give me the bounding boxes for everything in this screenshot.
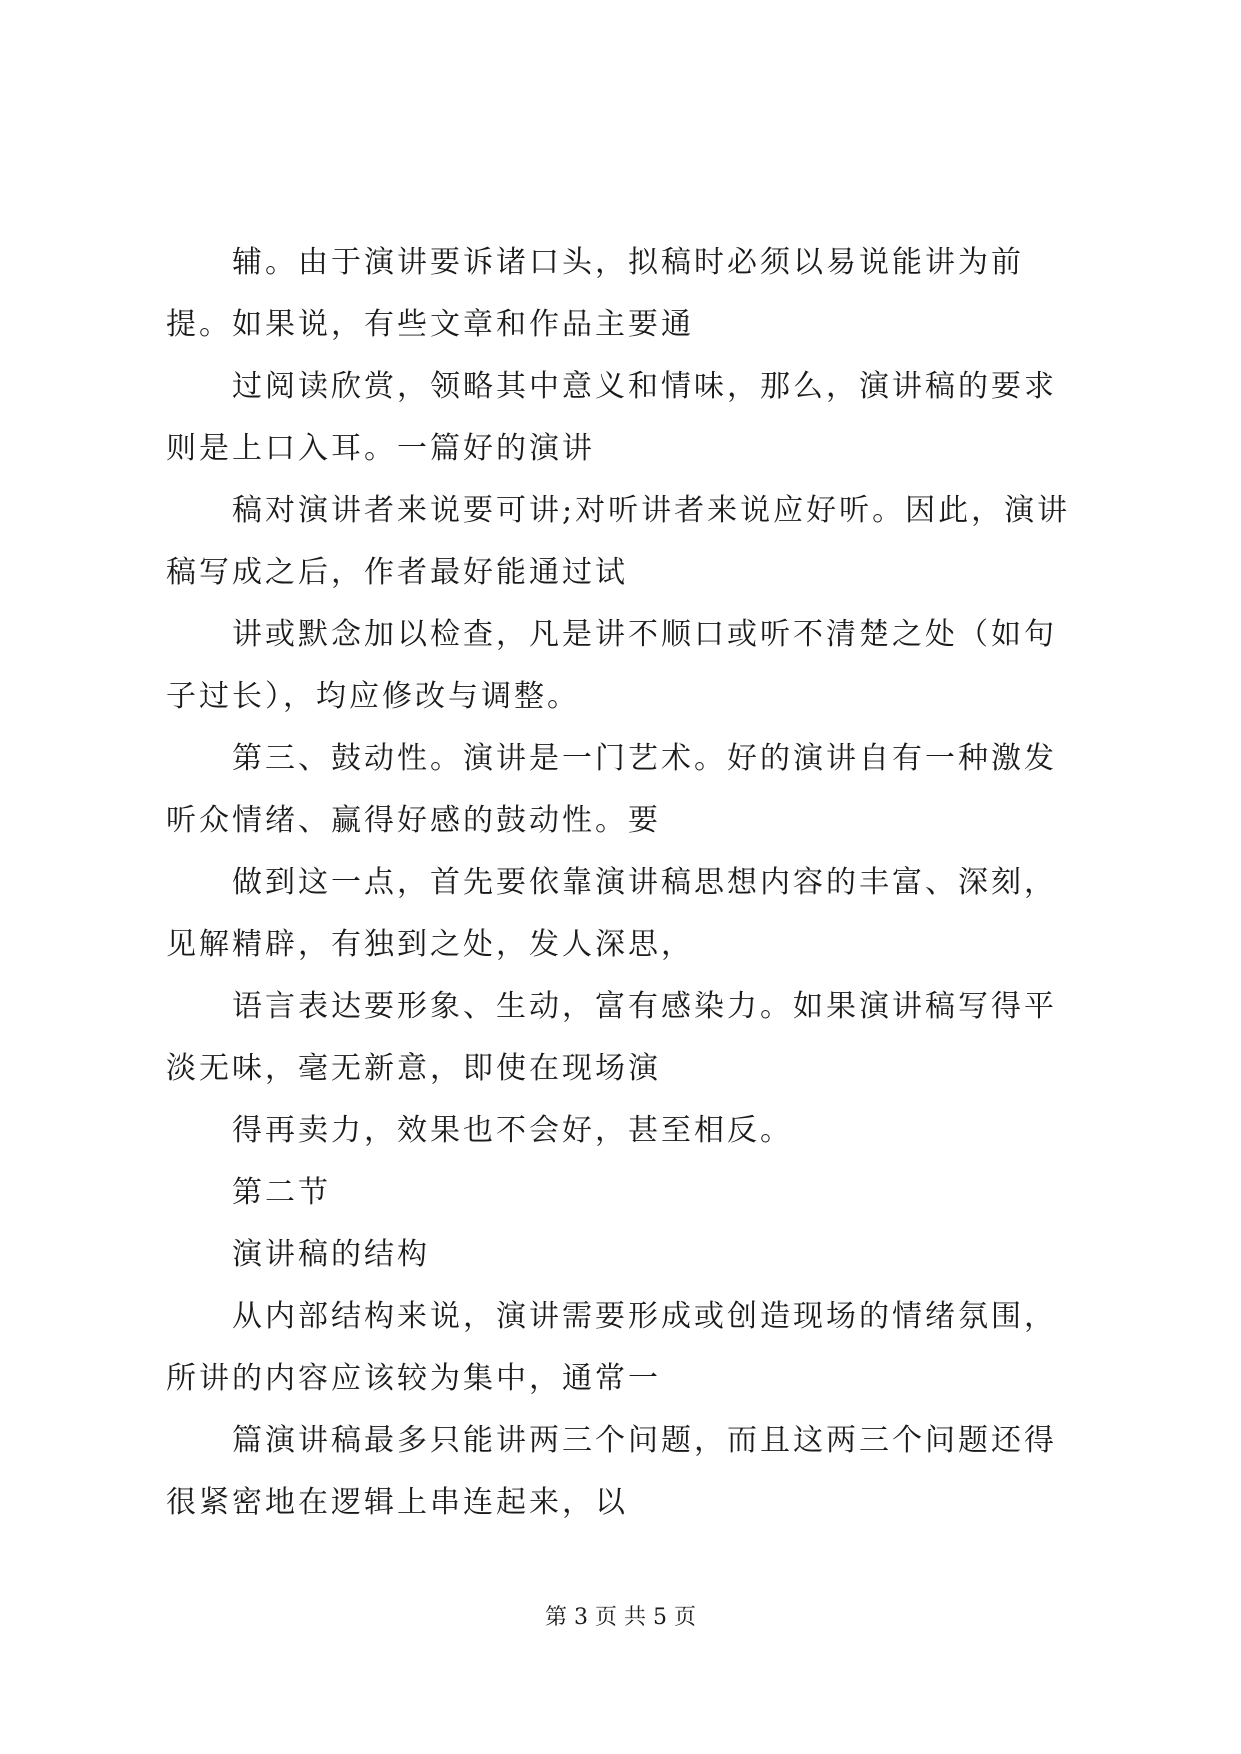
paragraph-8: 得再卖力，效果也不会好，甚至相反。 [232, 1113, 793, 1148]
paragraph-5: 第三、鼓动性。演讲是一门艺术。好的演讲自有一种激发听众情绪、赢得好感的鼓动性。要 [166, 741, 1057, 838]
section-heading: 第二节 [232, 1175, 331, 1210]
paragraph-10: 篇演讲稿最多只能讲两三个问题，而且这两三个问题还得很紧密地在逻辑上串连起来，以 [166, 1423, 1057, 1520]
section-title: 演讲稿的结构 [232, 1237, 430, 1272]
page-footer: 第 3 页 共 5 页 [545, 1605, 696, 1630]
paragraph-3: 稿对演讲者来说要可讲;对听讲者来说应好听。因此，演讲稿写成之后，作者最好能通过试 [166, 493, 1071, 590]
paragraph-4: 讲或默念加以检查，凡是讲不顺口或听不清楚之处（如句子过长），均应修改与调整。 [166, 617, 1057, 714]
paragraph-6: 做到这一点，首先要依靠演讲稿思想内容的丰富、深刻，见解精辟，有独到之处，发人深思， [166, 865, 1057, 962]
paragraph-1: 辅。由于演讲要诉诸口头，拟稿时必须以易说能讲为前提。如果说，有些文章和作品主要通 [166, 245, 1024, 342]
paragraph-2: 过阅读欣赏，领略其中意义和情味，那么，演讲稿的要求则是上口入耳。一篇好的演讲 [166, 369, 1057, 466]
paragraph-9: 从内部结构来说，演讲需要形成或创造现场的情绪氛围，所讲的内容应该较为集中，通常一 [166, 1299, 1057, 1396]
paragraph-7: 语言表达要形象、生动，富有感染力。如果演讲稿写得平淡无味，毫无新意，即使在现场演 [166, 989, 1057, 1086]
document-body [166, 232, 1086, 1534]
